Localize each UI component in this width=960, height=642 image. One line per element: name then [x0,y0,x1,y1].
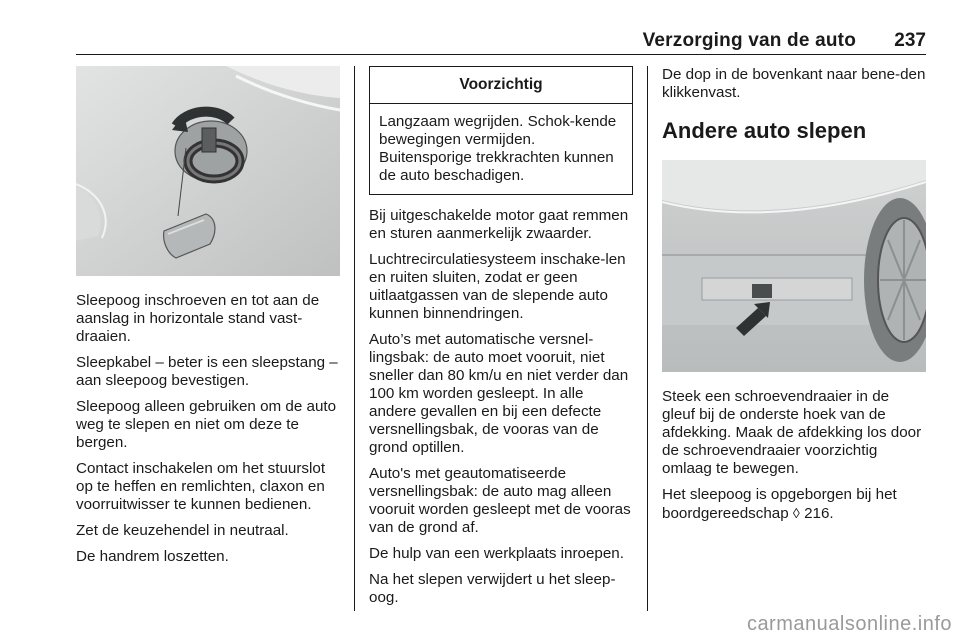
col1-paragraph: Zet de keuzehendel in neutraal. [76,522,289,539]
caution-box [369,66,633,195]
chapter-title: Verzorging van de auto [642,30,856,51]
col1-paragraph: Sleepkabel – beter is een sleepstang – aan sleepoog bevestigen. [76,354,338,389]
caution-title: Voorzichtig [370,67,632,104]
col2-paragraph: Luchtrecirculatiesysteem inschake-len en ruiten sluiten, zodat er geen uitlaatgassen van de slepende auto kunnen binnendringen. [369,251,626,322]
col3-intro: De dop in de bovenkant naar bene-den klikkenvast. [662,66,926,101]
tow-eye-illustration [76,66,340,276]
col3-paragraph: Steek een schroevendraaier in de gleuf bij de onderste hoek van de afdekking. Maak de afdekking los door de schroevendraaier voorzichtig omlaag te bewegen. [662,388,922,477]
column-2 [369,66,633,615]
rear-bumper-drawing [662,160,926,372]
column-divider [354,66,355,611]
column-1 [76,66,342,574]
rear-bumper-illustration [662,160,926,372]
col1-paragraph: Sleepoog inschroeven en tot aan de aanslag in horizontale stand vast-draaien. [76,292,320,345]
tow-eye-drawing [76,66,340,276]
col2-paragraph: De hulp van een werkplaats inroepen. [369,545,624,562]
col2-paragraph: Auto's met geautomatiseerde versnellingsbak: de auto mag alleen vooruit worden gesleept met de vooras van de grond af. [369,465,631,536]
col2-paragraph: Bij uitgeschakelde motor gaat remmen en sturen aanmerkelijk zwaarder. [369,207,629,242]
col2-paragraph: Na het slepen verwijdert u het sleep-oog. [369,571,616,606]
col1-paragraph: Contact inschakelen om het stuurslot op te heffen en remlichten, claxon en voorruitwisser te kunnen bedienen. [76,460,326,513]
col1-paragraph: De handrem loszetten. [76,548,229,565]
section-heading: Andere auto slepen [662,118,867,143]
ref-page-number[interactable]: 216. [804,505,834,522]
ref-sentence: Het sleepoog is opgeborgen bij het boordgereedschap [662,486,897,522]
column-3 [662,66,926,531]
reference-arrow-icon[interactable]: ◊ [792,505,800,521]
col1-paragraph: Sleepoog alleen gebruiken om de auto weg te slepen en niet om deze te bergen. [76,398,337,451]
column-divider [647,66,648,611]
page-header [76,30,926,55]
watermark: carmanualsonline.info [746,613,952,635]
col3-paragraph-with-ref [662,486,926,523]
col2-paragraph: Auto’s met automatische versnel-lingsbak: de auto moet vooruit, niet sneller dan 80 km/u en niet verder dan 100 km worden gesleept. In alle andere gevallen en bij een defecte versnellingsbak, de vooras van de grond optillen. [369,331,629,456]
page-number: 237 [894,30,926,51]
caution-text: Langzaam wegrijden. Schok-kende bewegingen vermijden. Buitensporige trekkrachten kunnen de auto beschadigen. [379,113,617,184]
